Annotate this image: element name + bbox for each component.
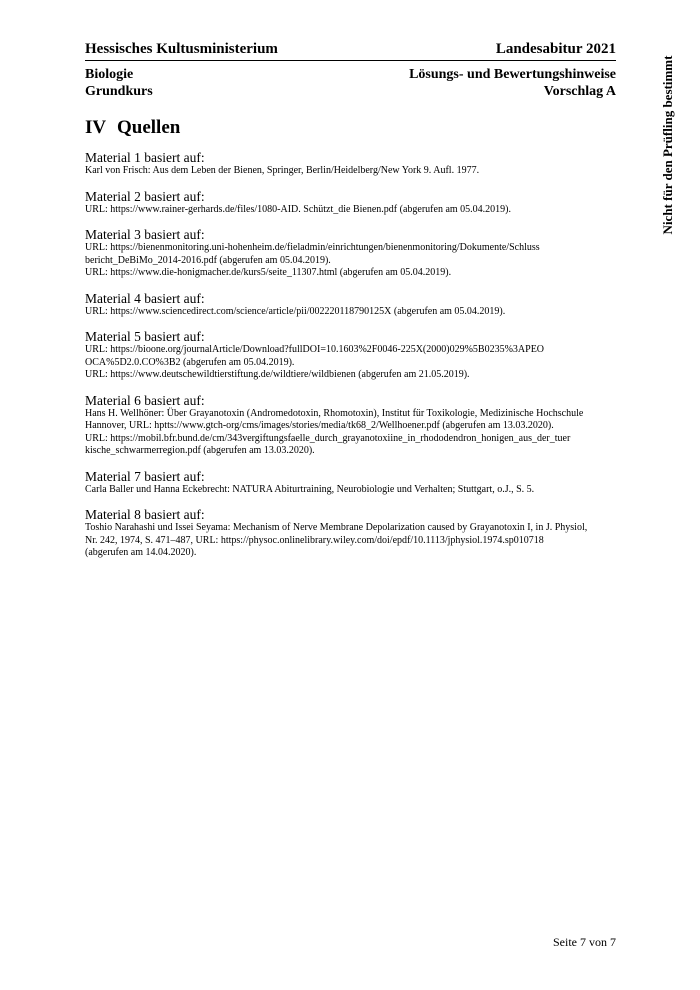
exam-name: Landesabitur 2021 [495, 41, 616, 57]
sidebar-note [656, 40, 680, 250]
material-line: URL: https://www.deutschewildtierstiftung.de/wildtiere/wildbienen (abgerufen am 21.05.2019). [85, 369, 470, 380]
material-heading: Material 7 basiert auf: [85, 468, 205, 484]
material-entry [85, 507, 616, 560]
material-line: OCA%5D2.0.CO%3B2 (abgerufen am 05.04.2019). [85, 356, 295, 368]
material-line: URL: https://bioone.org/journalArticle/Download?fullDOI=10.1603%2F0046-225X(2000)029%5B0235%3APEO [85, 344, 545, 355]
section-title: Quellen [117, 117, 181, 138]
institution-name: Hessisches Kultusministerium [85, 41, 278, 57]
header-divider [85, 60, 616, 61]
subject: Biologie [85, 67, 134, 82]
header-second-row [85, 66, 616, 100]
material-line: Nr. 242, 1974, S. 471–487, URL: https://physoc.onlinelibrary.wiley.com/doi/epdf/10.1113/jphysiol.1974.sp010718 [85, 534, 544, 546]
material-heading: Material 3 basiert auf: [85, 227, 205, 242]
doc-type-block [409, 66, 616, 100]
material-line: Karl von Frisch: Aus dem Leben der Bienen, Springer, Berlin/Heidelberg/New York 9. Aufl. 1977. [85, 165, 480, 176]
material-line: kische_schwarmerregion.pdf (abgerufen am 13.03.2020). [85, 445, 315, 456]
sources-list [85, 150, 616, 571]
doc-type: Lösungs- und Bewertungshinweise [409, 67, 616, 82]
material-entry [85, 291, 616, 319]
material-entry [85, 469, 616, 497]
material-line: Hans H. Wellhöner: Über Grayanotoxin (Andromedotoxin, Rhomotoxin), Institut für Toxikologie, Medizinische Hochschule [85, 407, 584, 419]
document-page [85, 0, 616, 990]
material-heading: Material 2 basiert auf: [85, 188, 205, 204]
proposal: Vorschlag A [543, 84, 616, 99]
material-entry [85, 150, 616, 178]
material-line: (abgerufen am 14.04.2020). [85, 547, 197, 558]
material-entry [85, 393, 616, 458]
material-line: URL: https://www.rainer-gerhards.de/files/1080-AID. Schützt_die Bienen.pdf (abgerufen am 05.04.2019). [85, 203, 511, 215]
material-heading: Material 4 basiert auf: [85, 290, 205, 306]
material-heading: Material 1 basiert auf: [85, 150, 205, 165]
sidebar-note-text: Nicht für den Prüfling bestimmt [660, 55, 675, 235]
material-line: Carla Baller und Hanna Eckebrecht: NATURA Abiturtraining, Neurobiologie und Verhalten; Stuttgart, o.J., S. 5. [85, 483, 535, 495]
material-heading: Material 5 basiert auf: [85, 329, 205, 344]
material-line: URL: https://mobil.bfr.bund.de/cm/343vergiftungsfaelle_durch_grayanotoxiine_in_rhododendron_honigen_aus_der_tuer [85, 432, 571, 444]
page-number: Seite 7 von 7 [553, 935, 616, 949]
material-heading: Material 6 basiert auf: [85, 392, 205, 408]
material-entry [85, 329, 616, 382]
course: Grundkurs [85, 84, 153, 99]
material-line: URL: https://bienenmonitoring.uni-hohenheim.de/fieladmin/einrichtungen/bienenmonitoring/Dokumente/Schluss [85, 242, 540, 253]
header-top-row [85, 41, 616, 58]
section-heading [85, 117, 180, 139]
material-line: URL: https://www.die-honigmacher.de/kurs5/seite_11307.html (abgerufen am 05.04.2019). [85, 267, 452, 278]
material-line: Hannover, URL: hptts://www.gtch-org/cms/images/stories/media/tk68_2/Wellhoener.pdf (abgerufen am 13.03.2020). [85, 420, 554, 431]
subject-block [85, 66, 153, 100]
material-entry [85, 189, 616, 217]
material-line: URL: https://www.sciencedirect.com/science/article/pii/002220118790125X (abgerufen am 05.04.2019). [85, 305, 506, 317]
material-heading: Material 8 basiert auf: [85, 507, 205, 522]
section-number: IV [85, 117, 107, 138]
material-line: bericht_DeBiMo_2014-2016.pdf (abgerufen am 05.04.2019). [85, 254, 331, 266]
material-line: Toshio Narahashi und Issei Seyama: Mechanism of Nerve Membrane Depolarization caused by Grayanotoxin I, in J. Physiol, [85, 522, 588, 533]
material-entry [85, 227, 616, 280]
